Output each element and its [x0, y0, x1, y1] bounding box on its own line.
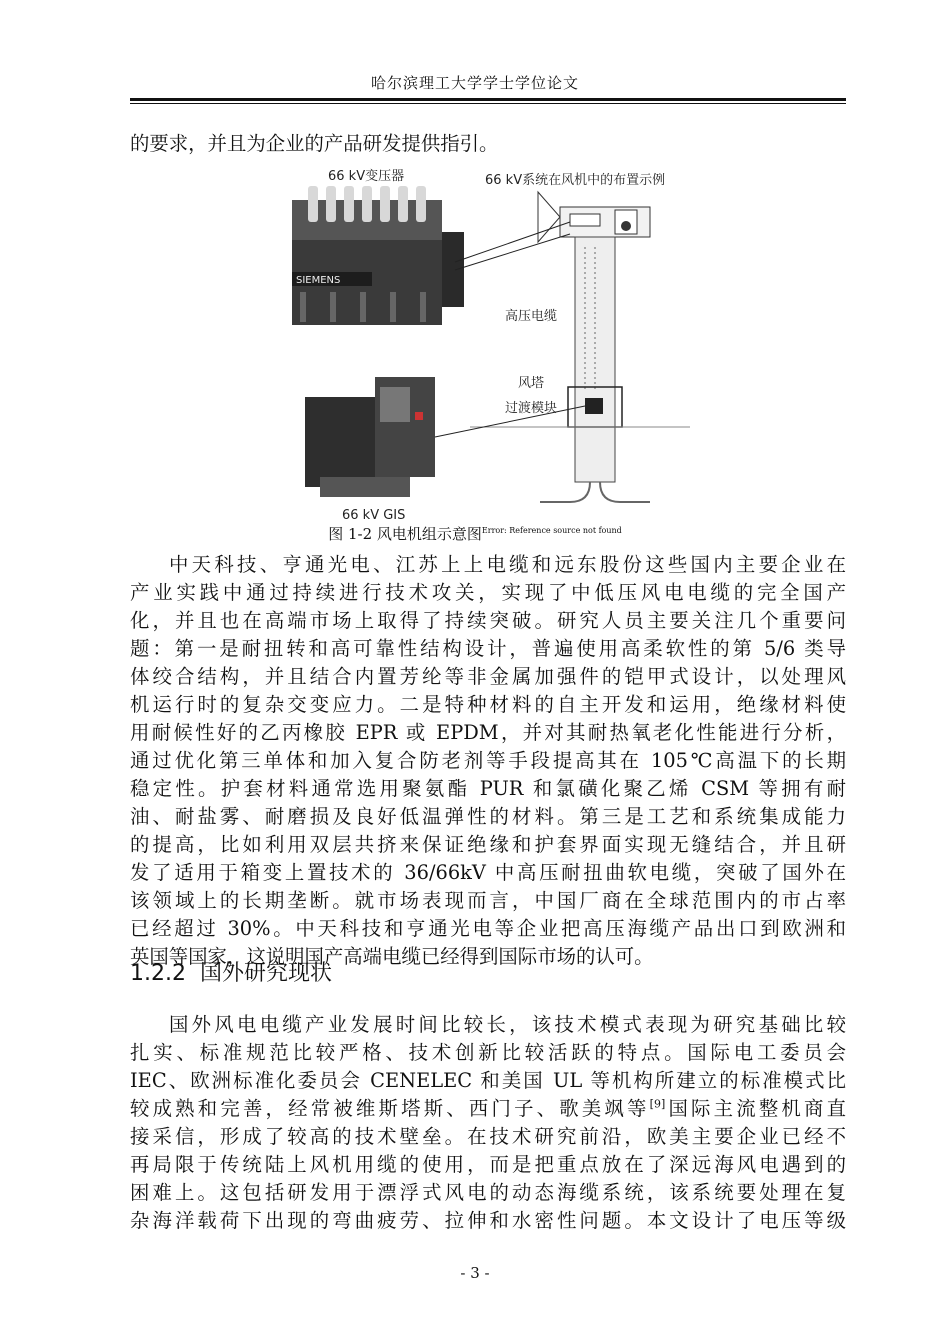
para2-line: 困难上。这包括研发用于漂浮式风电的动态海缆系统，该系统要处理在复	[130, 1181, 846, 1204]
para2-line: 杂海洋载荷下出现的弯曲疲劳、拉伸和水密性问题。本文设计了电压等级	[130, 1209, 846, 1232]
page-number: - 3 -	[460, 1264, 490, 1282]
header-rule-thin	[130, 103, 846, 104]
para1-line: 的提高，比如利用双层共挤来保证绝缘和护套界面实现无缝结合，并且研	[130, 833, 846, 856]
section-heading	[130, 956, 332, 987]
para2-line: IEC、欧洲标准化委员会 CENELEC 和美国 UL 等机构所建立的标准模式比	[130, 1069, 846, 1092]
body-text-line: 的要求，并且为企业的产品研发提供指引。	[130, 132, 499, 155]
para2-line: 扎实、标准规范比较严格、技术创新比较活跃的特点。国际电工委员会	[130, 1041, 846, 1064]
label-gis: 66 kV GIS	[342, 508, 406, 523]
label-transition: 过渡模块	[505, 401, 558, 416]
para1-line: 化，并且也在高端市场上取得了持续突破。研究人员主要关注几个重要问	[130, 609, 846, 632]
para2-line: 国外风电电缆产业发展时间比较长，该技术模式表现为研究基础比较	[169, 1013, 846, 1036]
figure-wind-turbine-diagram	[270, 162, 690, 524]
figure-caption	[0, 523, 950, 544]
transformer-image	[292, 186, 464, 325]
para1-line: 英国等国家，这说明国产高端电缆已经得到国际市场的认可。	[130, 945, 654, 968]
header-rule-thick	[130, 98, 846, 101]
label-tower: 风塔	[518, 376, 545, 391]
para1-line: 该领域上的长期垄断。就市场表现而言，中国厂商在全球范围内的市占率	[130, 889, 846, 912]
citation-ref[interactable]: [9]	[649, 1097, 666, 1111]
label-layout: 66 kV系统在风机中的布置示例	[485, 173, 666, 188]
connector-line	[455, 234, 570, 270]
figure-illustration	[270, 162, 690, 524]
para1-line: 发了适用于箱变上置技术的 36/66kV 中高压耐扭曲软电缆，突破了国外在	[130, 861, 846, 884]
para1-line: 已经超过 30%。中天科技和亨通光电等企业把高压海缆产品出口到欧洲和	[130, 917, 846, 940]
para2-text: 较成熟和完善，经常被维斯塔斯、西门子、歌美飒等	[130, 1097, 650, 1120]
para1-line: 用耐候性好的乙丙橡胶 EPR 或 EPDM，并对其耐热氧老化性能进行分析，	[130, 721, 846, 744]
para1-line: 油、耐盐雾、耐磨损及良好低温弹性的材料。第三是工艺和系统集成能力	[130, 805, 846, 828]
label-transformer: 66 kV变压器	[328, 169, 405, 184]
para2-text: 国际主流整机商直	[665, 1097, 846, 1120]
nacelle	[538, 192, 650, 242]
label-cable: 高压电缆	[505, 309, 558, 324]
para2-line: 再局限于传统陆上风机用缆的使用，而是把重点放在了深远海风电遇到的	[130, 1153, 846, 1176]
para1-line: 体绞合结构，并且结合内置芳纶等非金属加强件的铠甲式设计，以处理风	[130, 665, 846, 688]
para1-line: 产业实践中通过持续进行技术攻关，实现了中低压风电电缆的完全国产	[130, 581, 846, 604]
caption-text: 图 1-2 风电机组示意图	[328, 525, 482, 543]
gis-image	[305, 377, 435, 497]
para2-line: 接采信，形成了较高的技术壁垒。在技术研究前沿，欧美主要企业已经不	[130, 1125, 846, 1148]
tower	[470, 237, 690, 502]
para1-line: 中天科技、亨通光电、江苏上上电缆和远东股份这些国内主要企业在	[169, 553, 846, 576]
connector-line	[455, 222, 570, 262]
para1-line: 题：第一是耐扭转和高可靠性结构设计，普遍使用高柔软性的第 5/6 类导	[130, 637, 846, 660]
section-title: 国外研究现状	[199, 961, 332, 986]
para1-line: 通过优化第三单体和加入复合防老剂等手段提高其在 105℃高温下的长期	[130, 749, 846, 772]
para1-line: 机运行时的复杂交变应力。二是特种材料的自主开发和运用，绝缘材料使	[130, 693, 846, 716]
caption-error: Error: Reference source not found	[481, 526, 622, 535]
brand-label: SIEMENS	[296, 275, 341, 286]
section-number: 1.2.2	[130, 961, 186, 986]
running-header: 哈尔滨理工大学学士学位论文	[370, 74, 579, 92]
para2-line	[130, 1095, 846, 1123]
para1-line: 稳定性。护套材料通常选用聚氨酯 PUR 和氯磺化聚乙烯 CSM 等拥有耐	[130, 777, 846, 800]
